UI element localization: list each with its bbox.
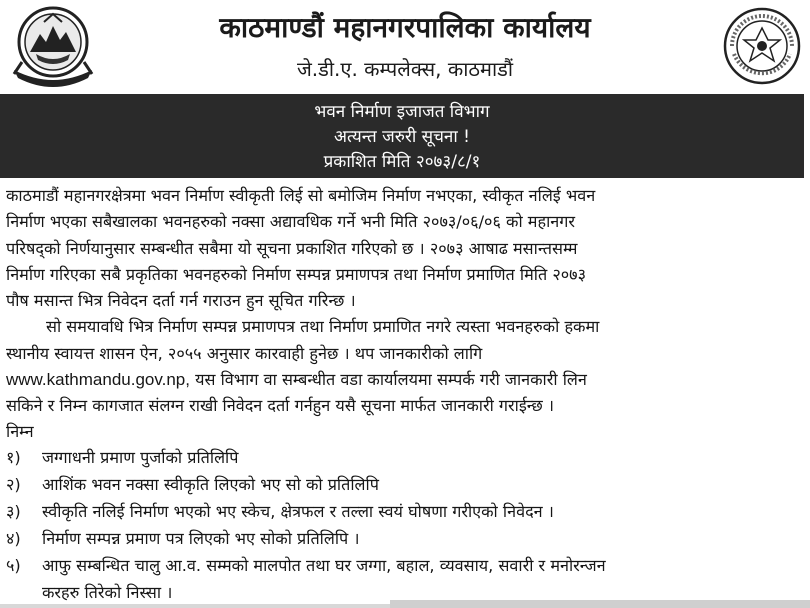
list-item	[6, 525, 798, 552]
paragraph-2-line-2: स्थानीय स्वायत्त शासन ऐन, २०५५ अनुसार कारवाही हुनेछ । थप जानकारीको लागि	[6, 343, 483, 363]
list-item-number: ४)	[6, 528, 21, 548]
paragraph-1-line-4: निर्माण गरिएका सबै प्रकृतिका भवनहरुको निर्माण सम्पन्न प्रमाणपत्र तथा निर्माण प्रमाणित मिति २०७३	[6, 264, 587, 284]
paragraph-1-line-2: निर्माण भएका सबैखालका भवनहरुको नक्सा अद्यावधिक गर्ने भनी मिति २०७३/०६/०६ को महानगर	[6, 212, 575, 232]
paragraph-2-line-3-text: यस विभाग वा सम्बन्धीत वडा कार्यालयमा सम्पर्क गरी जानकारी लिन	[189, 370, 587, 390]
list-item-text: स्वीकृति नलिई निर्माण भएको भए स्केच, क्षेत्रफल र तल्ला स्वयं घोषणा गरीएको निवेदन ।	[42, 501, 554, 521]
paragraph-2-line-4: सकिने र निम्न कागजात संलग्न राखी निवेदन दर्ता गर्नहुन यसै सूचना मार्फत जानकारी गराईन्छ ।	[6, 396, 555, 416]
kmc-seal-icon	[722, 6, 802, 86]
office-address: जे.डी.ए. कम्पलेक्स, काठमाडौं	[296, 57, 514, 81]
paragraph-2-line-1: सो समयावधि भित्र निर्माण सम्पन्न प्रमाणपत्र तथा निर्माण प्रमाणित नगरे त्यस्ता भवनहरुको हकमा	[46, 317, 600, 337]
nepal-emblem-icon	[8, 4, 98, 88]
scan-edge-shadow	[390, 600, 810, 608]
notice-banner	[0, 94, 804, 178]
required-documents-heading: निम्न	[6, 421, 34, 441]
paragraph-1-line-3: परिषद्को निर्णयानुसार सम्बन्धीत सबैमा यो सूचना प्रकाशित गरिएको छ । २०७३ आषाढ मसान्तसम्म	[6, 238, 578, 258]
paragraph-2-line-3	[6, 367, 798, 393]
list-item-number: २)	[6, 474, 21, 494]
published-date: प्रकाशित मिति २०७३/८/१	[323, 152, 481, 172]
list-item	[6, 444, 798, 471]
list-item-number: ३)	[6, 501, 21, 521]
list-item-text: जग्गाधनी प्रमाण पुर्जाको प्रतिलिपि	[42, 447, 239, 467]
notice-body	[6, 183, 798, 606]
department-name: भवन निर्माण इजाजत विभाग	[314, 102, 490, 122]
list-item-text: आशिंक भवन नक्सा स्वीकृति लिएको भए सो को प्रतिलिपि	[42, 474, 379, 494]
paragraph-1-line-1: काठमाडौं महानगरक्षेत्रमा भवन निर्माण स्वीकृती लिई सो बमोजिम निर्माण नभएका, स्वीकृत नलिई भवन	[6, 186, 596, 205]
list-item-continuation: करहरु तिरेको निस्सा ।	[42, 582, 173, 602]
list-item-number: ५)	[6, 555, 21, 575]
office-title: काठमाण्डौं महानगरपालिका कार्यालय	[219, 11, 591, 44]
urgent-notice-heading: अत्यन्त जरुरी सूचना !	[334, 127, 470, 147]
list-item-number: १)	[6, 447, 21, 467]
list-item	[6, 552, 798, 579]
paragraph-1-line-5: पौष मसान्त भित्र निवेदन दर्ता गर्न गराउन हुन सूचित गरिन्छ ।	[6, 291, 356, 311]
list-item	[6, 498, 798, 525]
list-item	[6, 471, 798, 498]
list-item-text: निर्माण सम्पन्न प्रमाण पत्र लिएको भए सोको प्रतिलिपि ।	[42, 528, 360, 548]
list-item-text: आफु सम्बन्धित चालु आ.व. सम्मको मालपोत तथा घर जग्गा, बहाल, व्यवसाय, सवारी र मनोरन्जन	[42, 555, 606, 575]
website-link[interactable]: www.kathmandu.gov.np,	[6, 370, 190, 390]
